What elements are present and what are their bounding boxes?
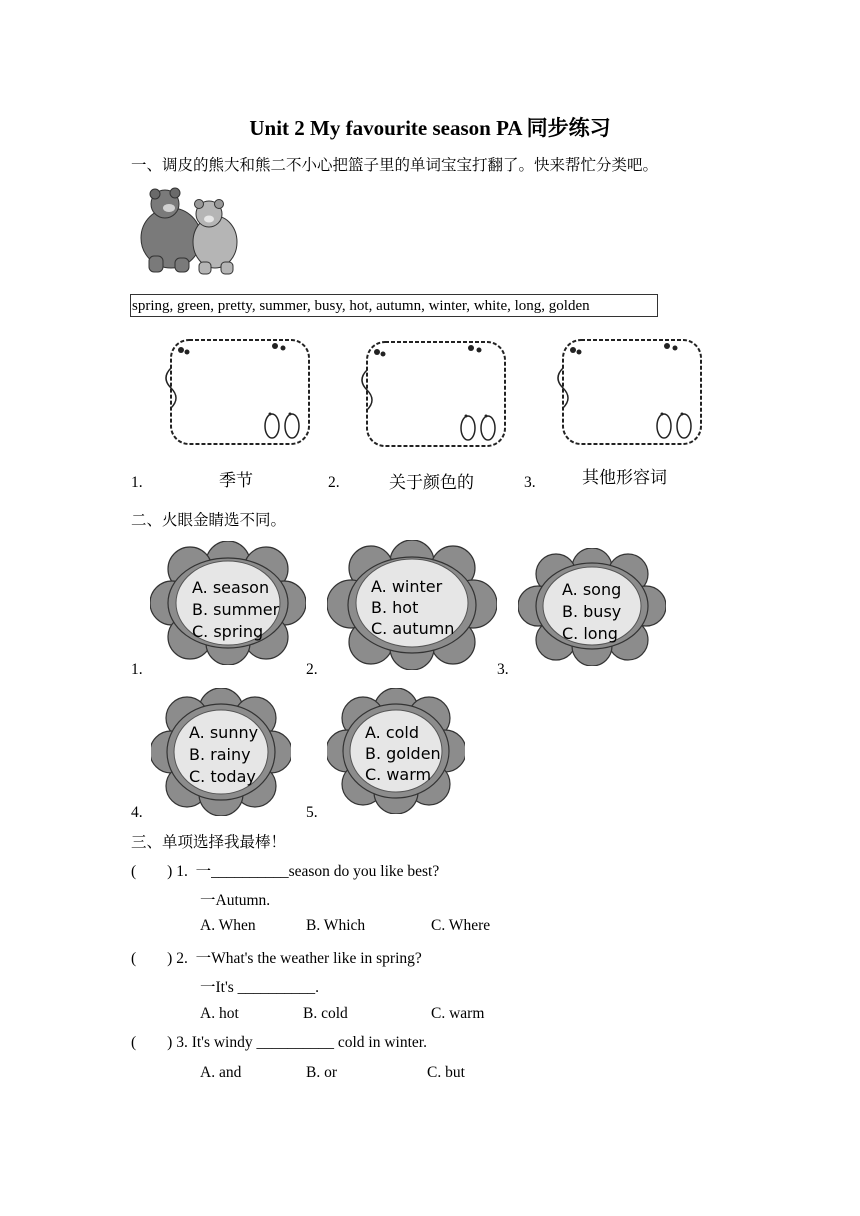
bear-illustration-icon	[129, 186, 243, 276]
option-c: C. autumn	[371, 619, 455, 638]
option-b: B. hot	[371, 598, 419, 617]
question-1-stem: ( ) 1. 一__________season do you like best?	[131, 863, 440, 880]
question-2-answer: 一It's __________.	[200, 979, 320, 996]
group-number-2: 2.	[328, 474, 340, 491]
group-number-3: 3.	[524, 474, 536, 491]
option-c: C. warm	[365, 765, 432, 784]
category-frame-2	[353, 330, 518, 465]
vine-frame-icon	[353, 330, 518, 460]
cloud-item-3	[518, 548, 666, 666]
word-bank-box: spring, green, pretty, summer, busy, hot, autumn, winter, white, long, golden	[130, 294, 658, 317]
question-1-answer: 一Autumn.	[200, 892, 271, 909]
option-b: B. rainy	[189, 745, 251, 764]
item-number-1: 1.	[131, 661, 143, 678]
option-a: A. season	[192, 578, 270, 597]
question-3-stem: ( ) 3. It's windy __________ cold in winter.	[131, 1034, 427, 1051]
group-label-1: 季节	[219, 471, 253, 491]
item-number-5: 5.	[306, 804, 318, 821]
option-a: A. sunny	[189, 723, 259, 742]
option-c: C. spring	[192, 622, 264, 641]
question-3-option-c: C. but	[427, 1064, 465, 1081]
question-2-option-c: C. warm	[431, 1005, 485, 1022]
group-number-1: 1.	[131, 474, 143, 491]
section2-heading: 二、火眼金睛选不同。	[131, 512, 287, 529]
question-1-option-c: C. Where	[431, 917, 491, 934]
cloud-item-4	[151, 688, 291, 816]
cloud-item-2	[327, 540, 497, 670]
option-b: B. golden	[365, 744, 441, 763]
question-2-option-a: A. hot	[200, 1005, 239, 1022]
category-frame-3	[549, 328, 714, 463]
vine-frame-icon	[549, 328, 714, 458]
question-2-stem: ( ) 2. 一What's the weather like in spring?	[131, 950, 422, 967]
item-number-2: 2.	[306, 661, 318, 678]
group-label-3: 其他形容词	[582, 468, 667, 488]
section1-heading: 一、调皮的熊大和熊二不小心把篮子里的单词宝宝打翻了。快来帮忙分类吧。	[131, 157, 659, 174]
question-1-option-a: A. When	[200, 917, 256, 934]
option-b: B. busy	[562, 602, 622, 621]
question-1-option-b: B. Which	[306, 917, 366, 934]
page-title: Unit 2 My favourite season PA 同步练习	[249, 116, 611, 140]
question-3-option-b: B. or	[306, 1064, 337, 1081]
cloud-item-5	[327, 688, 465, 814]
item-number-4: 4.	[131, 804, 143, 821]
option-c: C. today	[189, 767, 256, 786]
section3-heading: 三、单项选择我最棒！	[131, 834, 287, 851]
option-c: C. long	[562, 624, 618, 643]
option-a: A. cold	[365, 723, 420, 742]
group-label-2: 关于颜色的	[389, 473, 474, 493]
option-b: B. summer	[192, 600, 280, 619]
cloud-item-1	[150, 541, 306, 665]
question-3-option-a: A. and	[200, 1064, 242, 1081]
category-frame-1	[157, 328, 322, 463]
question-2-option-b: B. cold	[303, 1005, 348, 1022]
option-a: A. winter	[371, 577, 443, 596]
option-a: A. song	[562, 580, 622, 599]
vine-frame-icon	[157, 328, 322, 458]
item-number-3: 3.	[497, 661, 509, 678]
